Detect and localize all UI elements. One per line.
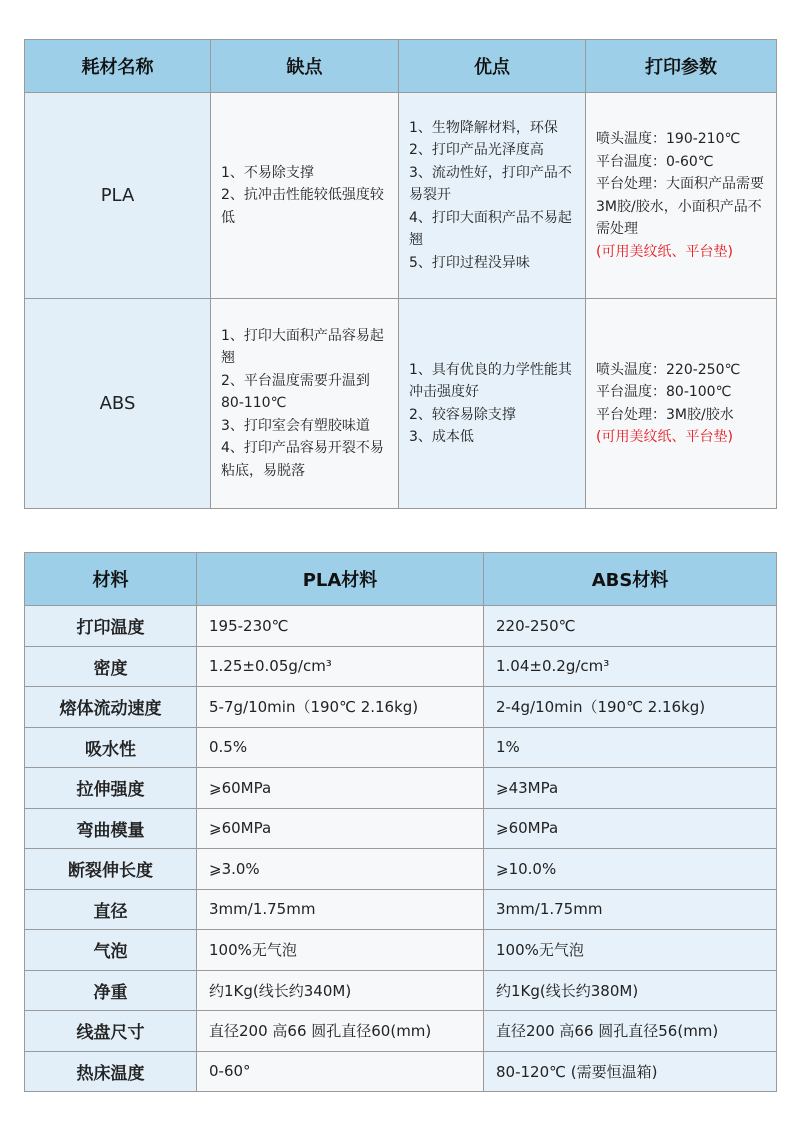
table-row bbox=[25, 93, 777, 299]
abs-value: 220-250℃ bbox=[484, 606, 777, 647]
column-header: 材料 bbox=[25, 553, 197, 606]
property-label: 断裂伸长度 bbox=[25, 849, 197, 890]
params-cell bbox=[586, 299, 777, 509]
list-item: 3、流动性好，打印产品不易裂开 bbox=[409, 164, 572, 204]
column-header: 优点 bbox=[399, 40, 586, 93]
list-item: 4、打印大面积产品不易起翘 bbox=[409, 209, 572, 249]
abs-value: ⩾60MPa bbox=[484, 808, 777, 849]
pla-value: 直径200 高66 圆孔直径60(mm) bbox=[197, 1011, 484, 1052]
property-label: 线盘尺寸 bbox=[25, 1011, 197, 1052]
list-item: 1、具有优良的力学性能其冲击强度好 bbox=[409, 361, 572, 400]
material-name: ABS bbox=[25, 299, 211, 509]
list-item: 3、打印室会有塑胶味道 bbox=[221, 417, 370, 434]
pros-cell bbox=[399, 299, 586, 509]
list-item: 平台处理：3M胶/胶水 bbox=[596, 406, 734, 423]
abs-value: 80-120℃ (需要恒温箱) bbox=[484, 1051, 777, 1092]
abs-value: 1.04±0.2g/cm³ bbox=[484, 646, 777, 687]
cons-cell bbox=[211, 93, 399, 299]
column-header: 耗材名称 bbox=[25, 40, 211, 93]
pla-value: 195-230℃ bbox=[197, 606, 484, 647]
property-label: 吸水性 bbox=[25, 727, 197, 768]
column-header: 打印参数 bbox=[586, 40, 777, 93]
pla-value: 0.5% bbox=[197, 727, 484, 768]
property-label: 打印温度 bbox=[25, 606, 197, 647]
header-row bbox=[25, 40, 777, 93]
table-row bbox=[25, 930, 777, 971]
pla-value: 100%无气泡 bbox=[197, 930, 484, 971]
list-item: 2、平台温度需要升温到80-110℃ bbox=[221, 372, 370, 412]
property-label: 拉伸强度 bbox=[25, 768, 197, 809]
table-row bbox=[25, 1011, 777, 1052]
property-label: 净重 bbox=[25, 970, 197, 1011]
table-row bbox=[25, 768, 777, 809]
table-row bbox=[25, 606, 777, 647]
column-header: 缺点 bbox=[211, 40, 399, 93]
table-row bbox=[25, 727, 777, 768]
table-row bbox=[25, 1051, 777, 1092]
table-row bbox=[25, 646, 777, 687]
pla-value: 5-7g/10min（190℃ 2.16kg) bbox=[197, 687, 484, 728]
list-item: 2、打印产品光泽度高 bbox=[409, 142, 544, 159]
pla-value: 3mm/1.75mm bbox=[197, 889, 484, 930]
note-text: (可用美纹纸、平台垫) bbox=[596, 429, 733, 445]
list-item: 2、较容易除支撑 bbox=[409, 406, 516, 423]
list-item: 喷头温度：190-210℃ bbox=[596, 131, 741, 147]
list-item: 3、成本低 bbox=[409, 429, 474, 445]
abs-value: ⩾10.0% bbox=[484, 849, 777, 890]
list-item: 平台处理：大面积产品需要3M胶/胶水，小面积产品不需处理 bbox=[596, 176, 764, 237]
list-item: 5、打印过程没异味 bbox=[409, 254, 530, 271]
list-item: 1、生物降解材料，环保 bbox=[409, 119, 558, 136]
list-item: 1、打印大面积产品容易起翘 bbox=[221, 327, 384, 367]
table-row bbox=[25, 687, 777, 728]
property-label: 直径 bbox=[25, 889, 197, 930]
list-item: 4、打印产品容易开裂不易粘底，易脱落 bbox=[221, 440, 384, 479]
property-label: 弯曲模量 bbox=[25, 808, 197, 849]
abs-value: ⩾43MPa bbox=[484, 768, 777, 809]
list-item: 1、不易除支撑 bbox=[221, 164, 314, 181]
abs-value: 约1Kg(线长约380M) bbox=[484, 970, 777, 1011]
params-cell bbox=[586, 93, 777, 299]
abs-value: 100%无气泡 bbox=[484, 930, 777, 971]
abs-value: 3mm/1.75mm bbox=[484, 889, 777, 930]
table-row bbox=[25, 970, 777, 1011]
table-row bbox=[25, 849, 777, 890]
table-row bbox=[25, 808, 777, 849]
table-row bbox=[25, 299, 777, 509]
abs-value: 1% bbox=[484, 727, 777, 768]
column-header: PLA材料 bbox=[197, 553, 484, 606]
material-name: PLA bbox=[25, 93, 211, 299]
abs-value: 直径200 高66 圆孔直径56(mm) bbox=[484, 1011, 777, 1052]
property-label: 热床温度 bbox=[25, 1051, 197, 1092]
abs-value: 2-4g/10min（190℃ 2.16kg) bbox=[484, 687, 777, 728]
pla-value: ⩾60MPa bbox=[197, 808, 484, 849]
note-text: (可用美纹纸、平台垫) bbox=[596, 243, 733, 260]
list-item: 喷头温度：220-250℃ bbox=[596, 361, 741, 378]
list-item: 平台温度：80-100℃ bbox=[596, 384, 732, 400]
header-row bbox=[25, 553, 777, 606]
table-row bbox=[25, 889, 777, 930]
property-label: 密度 bbox=[25, 646, 197, 687]
comparison-table bbox=[24, 39, 777, 509]
pla-value: 1.25±0.05g/cm³ bbox=[197, 646, 484, 687]
column-header: ABS材料 bbox=[484, 553, 777, 606]
pla-value: ⩾3.0% bbox=[197, 849, 484, 890]
property-label: 熔体流动速度 bbox=[25, 687, 197, 728]
property-label: 气泡 bbox=[25, 930, 197, 971]
pla-value: 约1Kg(线长约340M) bbox=[197, 970, 484, 1011]
pla-value: 0-60° bbox=[197, 1051, 484, 1092]
cons-cell bbox=[211, 299, 399, 509]
list-item: 2、抗冲击性能较低强度较低 bbox=[221, 187, 384, 226]
pros-cell bbox=[399, 93, 586, 299]
list-item: 平台温度：0-60℃ bbox=[596, 153, 714, 170]
pla-value: ⩾60MPa bbox=[197, 768, 484, 809]
properties-table bbox=[24, 552, 777, 1092]
